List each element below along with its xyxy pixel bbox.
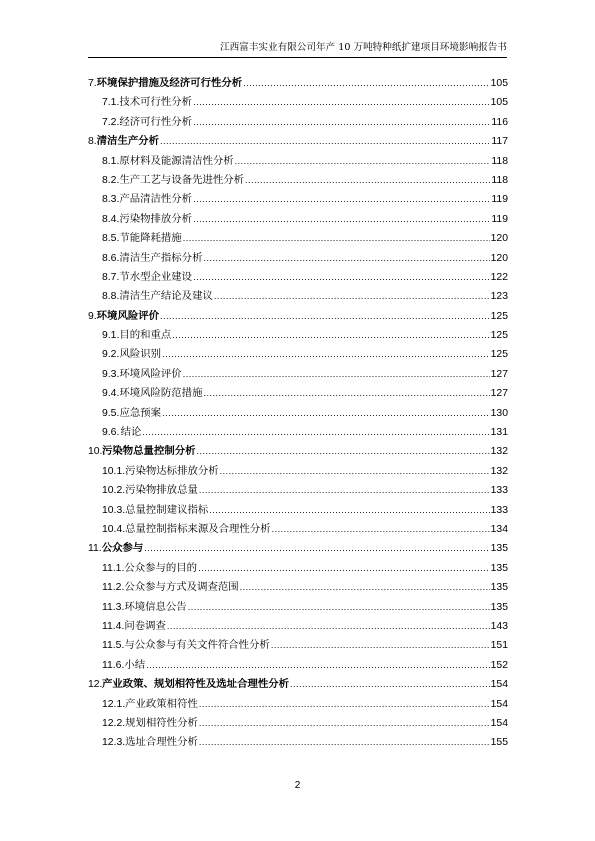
toc-leader-dots bbox=[203, 249, 489, 268]
toc-leader-dots bbox=[167, 617, 490, 636]
toc-entry[interactable] bbox=[88, 152, 508, 171]
toc-entry-page: 135 bbox=[490, 601, 508, 613]
toc-entry-page: 127 bbox=[490, 388, 508, 400]
toc-entry-title: 原材料及能源清洁性分析 bbox=[119, 154, 234, 167]
toc-entry-page: 125 bbox=[490, 310, 508, 322]
toc-leader-dots bbox=[193, 268, 490, 287]
toc-entry-page: 132 bbox=[490, 446, 508, 458]
toc-entry-page: 134 bbox=[490, 523, 508, 535]
toc-entry[interactable] bbox=[88, 113, 508, 132]
toc-leader-dots bbox=[199, 695, 490, 714]
toc-entry[interactable] bbox=[88, 171, 508, 190]
toc-entry-title: 环境风险评价 bbox=[119, 367, 182, 380]
toc-entry[interactable] bbox=[88, 384, 508, 403]
page-header bbox=[88, 41, 507, 58]
toc-entry-number: 12.3. bbox=[102, 737, 126, 749]
toc-entry-title: 生产工艺与设备先进性分析 bbox=[119, 173, 245, 186]
toc-entry-page: 154 bbox=[490, 679, 508, 691]
toc-entry-title: 公众参与 bbox=[101, 542, 144, 555]
toc-entry-page: 154 bbox=[490, 698, 508, 710]
toc-entry-number: 12.1. bbox=[102, 698, 126, 710]
toc-leader-dots bbox=[235, 152, 491, 171]
toc-entry-page: 119 bbox=[491, 194, 508, 206]
toc-entry-number: 10. bbox=[88, 446, 103, 458]
toc-entry-title: 节水型企业建设 bbox=[119, 270, 193, 283]
toc-entry-page: 116 bbox=[491, 116, 508, 128]
toc-entry[interactable] bbox=[88, 481, 508, 500]
toc-leader-dots bbox=[142, 423, 489, 442]
toc-leader-dots bbox=[144, 539, 489, 558]
toc-leader-dots bbox=[146, 656, 490, 675]
toc-entry-title: 产业政策相符性 bbox=[125, 697, 198, 710]
toc-leader-dots bbox=[203, 384, 489, 403]
toc-entry-title: 规划相符性分析 bbox=[125, 716, 198, 729]
toc-leader-dots bbox=[197, 442, 490, 461]
toc-entry-page: 152 bbox=[490, 659, 508, 671]
toc-entry-number: 8.3. bbox=[102, 194, 120, 206]
toc-entry-number: 9.2. bbox=[102, 349, 120, 361]
toc-leader-dots bbox=[162, 404, 490, 423]
toc-entry-title: 污染物排放分析 bbox=[119, 212, 193, 225]
toc-leader-dots bbox=[172, 326, 489, 345]
toc-entry[interactable] bbox=[88, 249, 508, 268]
toc-entry-number: 8.4. bbox=[102, 213, 120, 225]
toc-entry[interactable] bbox=[88, 210, 508, 229]
toc-entry[interactable] bbox=[88, 229, 508, 248]
toc-leader-dots bbox=[188, 598, 490, 617]
toc-leader-dots bbox=[199, 733, 490, 752]
toc-entry[interactable] bbox=[88, 733, 508, 752]
page-number: 2 bbox=[294, 780, 301, 791]
toc-entry-title: 结论 bbox=[120, 426, 142, 439]
toc-entry-number: 9.4. bbox=[102, 388, 120, 400]
toc-entry-number: 10.2. bbox=[102, 485, 126, 497]
toc-leader-dots bbox=[193, 93, 490, 112]
toc-entry-title: 清洁生产分析 bbox=[96, 135, 160, 148]
toc-entry[interactable] bbox=[88, 442, 508, 461]
toc-entry-page: 105 bbox=[490, 97, 508, 109]
toc-entry-title: 环境信息公告 bbox=[124, 600, 187, 613]
toc-leader-dots bbox=[198, 559, 490, 578]
toc-leader-dots bbox=[193, 190, 490, 209]
toc-entry-number: 10.1. bbox=[102, 465, 126, 477]
toc-entry-number: 7.1. bbox=[102, 97, 120, 109]
toc-entry[interactable] bbox=[88, 326, 508, 345]
toc-entry-title: 公众参与方式及调查范围 bbox=[124, 581, 239, 594]
toc-entry[interactable] bbox=[88, 695, 508, 714]
toc-entry-number: 11.6. bbox=[102, 659, 125, 671]
toc-entry-number: 8.7. bbox=[102, 271, 120, 283]
toc-entry-page: 125 bbox=[490, 349, 508, 361]
toc-entry-number: 11.5. bbox=[102, 640, 125, 652]
toc-entry-page: 143 bbox=[490, 620, 508, 632]
toc-entry[interactable] bbox=[88, 287, 508, 306]
toc-leader-dots bbox=[199, 714, 490, 733]
toc-entry-title: 节能降耗措施 bbox=[119, 232, 182, 245]
toc-entry-page: 133 bbox=[490, 485, 508, 497]
toc-entry-number: 9.1. bbox=[102, 330, 120, 342]
header-title: 江西富丰实业有限公司年产 10 万吨特种纸扩建项目环境影响报告书 bbox=[220, 42, 507, 53]
toc-entry[interactable] bbox=[88, 578, 508, 597]
toc-entry-number: 11.2. bbox=[102, 582, 125, 594]
toc-entry-number: 9. bbox=[88, 310, 97, 322]
toc-leader-dots bbox=[243, 74, 490, 93]
toc-entry-title: 应急预案 bbox=[119, 406, 162, 419]
toc-entry[interactable] bbox=[88, 93, 508, 112]
toc-entry-page: 120 bbox=[490, 233, 508, 245]
toc-entry-title: 经济可行性分析 bbox=[119, 115, 193, 128]
toc-leader-dots bbox=[199, 481, 490, 500]
toc-entry[interactable] bbox=[88, 74, 508, 93]
toc-entry-page: 135 bbox=[490, 562, 508, 574]
toc-entry-page: 131 bbox=[490, 427, 508, 439]
toc-entry[interactable] bbox=[88, 307, 508, 326]
toc-entry-number: 10.3. bbox=[102, 504, 126, 516]
toc-entry-number: 11.3. bbox=[102, 601, 125, 613]
toc-entry-title: 选址合理性分析 bbox=[125, 736, 198, 749]
toc-entry-page: 151 bbox=[490, 640, 508, 652]
toc-entry[interactable] bbox=[88, 404, 508, 423]
toc-entry-title: 产业政策、规划相符性及选址合理性分析 bbox=[102, 678, 290, 691]
toc-entry-page: 135 bbox=[490, 582, 508, 594]
toc-entry-title: 污染物达标排放分析 bbox=[125, 464, 219, 477]
toc-entry-page: 125 bbox=[490, 330, 508, 342]
toc-entry[interactable] bbox=[88, 423, 508, 442]
toc-entry-title: 总量控制指标来源及合理性分析 bbox=[125, 522, 271, 535]
toc-entry-number: 11.4. bbox=[102, 620, 125, 632]
toc-leader-dots bbox=[193, 210, 490, 229]
toc-leader-dots bbox=[272, 520, 490, 539]
toc-entry-title: 风险识别 bbox=[119, 348, 162, 361]
toc-entry-page: 132 bbox=[490, 465, 508, 477]
toc-entry[interactable] bbox=[88, 268, 508, 287]
toc-entry[interactable] bbox=[88, 559, 508, 578]
toc-leader-dots bbox=[193, 113, 490, 132]
toc-entry-title: 污染物排放总量 bbox=[125, 484, 198, 497]
toc-entry-number: 8.1. bbox=[102, 155, 120, 167]
toc-entry-page: 120 bbox=[490, 252, 508, 264]
toc-entry-title: 清洁生产结论及建议 bbox=[119, 290, 213, 303]
toc-entry-title: 问卷调查 bbox=[124, 619, 166, 632]
toc-entry[interactable] bbox=[88, 617, 508, 636]
toc-entry-title: 总量控制建议指标 bbox=[125, 503, 209, 516]
toc-entry-title: 清洁生产指标分析 bbox=[119, 251, 203, 264]
toc-entry[interactable] bbox=[88, 598, 508, 617]
toc-entry-number: 8.5. bbox=[102, 233, 120, 245]
toc-leader-dots bbox=[290, 675, 490, 694]
toc-leader-dots bbox=[240, 578, 490, 597]
toc-entry-page: 119 bbox=[491, 213, 508, 225]
toc-leader-dots bbox=[162, 345, 490, 364]
toc-entry-page: 105 bbox=[490, 78, 508, 89]
toc-entry-page: 122 bbox=[490, 271, 508, 283]
toc-entry[interactable] bbox=[88, 462, 508, 481]
toc-entry-title: 技术可行性分析 bbox=[119, 96, 193, 109]
toc-leader-dots bbox=[271, 636, 490, 655]
toc-leader-dots bbox=[160, 132, 490, 151]
toc-leader-dots bbox=[245, 171, 490, 190]
toc-leader-dots bbox=[220, 462, 490, 481]
toc-entry-number: 11.1. bbox=[102, 562, 125, 574]
toc-entry-number: 11. bbox=[88, 543, 102, 555]
toc-leader-dots bbox=[183, 229, 490, 248]
toc-entry-number: 8.6. bbox=[102, 252, 120, 264]
toc-leader-dots bbox=[209, 501, 489, 520]
toc-entry-page: 117 bbox=[491, 136, 508, 148]
toc-entry[interactable] bbox=[88, 501, 508, 520]
toc-entry-title: 污染物总量控制分析 bbox=[102, 445, 196, 458]
toc-entry-number: 12. bbox=[88, 679, 103, 691]
toc-entry[interactable] bbox=[88, 539, 508, 558]
toc-entry-number: 7. bbox=[88, 78, 97, 89]
toc-entry[interactable] bbox=[88, 365, 508, 384]
toc-entry-title: 环境保护措施及经济可行性分析 bbox=[96, 77, 243, 89]
toc-entry[interactable] bbox=[88, 190, 508, 209]
toc-entry-page: 130 bbox=[490, 407, 508, 419]
toc-entry-page: 127 bbox=[490, 368, 508, 380]
toc-entry-number: 9.3. bbox=[102, 368, 120, 380]
toc-entry-title: 环境风险防范措施 bbox=[119, 387, 203, 400]
toc-leader-dots bbox=[214, 287, 490, 306]
toc-entry-number: 8.8. bbox=[102, 291, 120, 303]
toc-entry[interactable] bbox=[88, 636, 508, 655]
toc-entry-page: 123 bbox=[490, 291, 508, 303]
toc-entry-title: 与公众参与有关文件符合性分析 bbox=[124, 639, 270, 652]
toc-entry-number: 9.6. bbox=[102, 427, 120, 439]
toc-entry-number: 12.2. bbox=[102, 717, 126, 729]
toc-leader-dots bbox=[183, 365, 490, 384]
toc-entry-page: 133 bbox=[490, 504, 508, 516]
toc-entry-number: 9.5. bbox=[102, 407, 120, 419]
toc-entry-title: 目的和重点 bbox=[119, 329, 172, 342]
toc-entry[interactable] bbox=[88, 132, 508, 151]
toc-entry-number: 8. bbox=[88, 136, 97, 148]
toc-entry[interactable] bbox=[88, 520, 508, 539]
toc-entry-page: 118 bbox=[491, 174, 508, 186]
toc-entry[interactable] bbox=[88, 345, 508, 364]
toc-entry[interactable] bbox=[88, 675, 508, 694]
toc-entry-page: 118 bbox=[491, 155, 508, 167]
toc-entry-page: 135 bbox=[490, 543, 508, 555]
toc-entry-title: 环境风险评价 bbox=[96, 309, 160, 322]
table-of-contents bbox=[88, 74, 508, 753]
toc-entry-number: 8.2. bbox=[102, 174, 120, 186]
toc-entry[interactable] bbox=[88, 656, 508, 675]
toc-entry[interactable] bbox=[88, 714, 508, 733]
toc-entry-page: 155 bbox=[490, 737, 508, 749]
toc-entry-number: 7.2. bbox=[102, 116, 120, 128]
toc-entry-title: 小结 bbox=[124, 658, 146, 671]
toc-entry-title: 公众参与的目的 bbox=[124, 561, 198, 574]
toc-leader-dots bbox=[160, 307, 490, 326]
toc-entry-title: 产品清洁性分析 bbox=[119, 193, 193, 206]
toc-entry-number: 10.4. bbox=[102, 523, 126, 535]
toc-entry-page: 154 bbox=[490, 717, 508, 729]
